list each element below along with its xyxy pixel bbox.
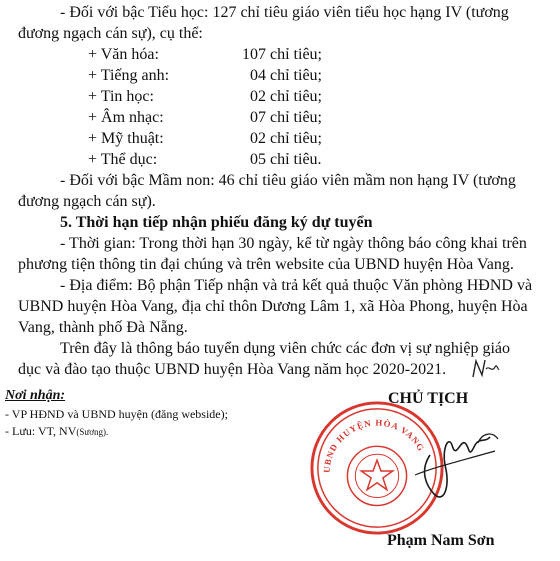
place-line-1: - Địa điểm: Bộ phận Tiếp nhận và trả kết quả thuộc Văn phòng HĐND và <box>60 277 533 294</box>
time-line-2: phương tiện thông tin đại chúng và trên website của UBND huyện Hòa Vang. <box>18 256 514 273</box>
subject-name: + Thể dục: <box>88 151 158 168</box>
primary-intro-line-2: đương ngạch cán sự), cụ thể: <box>18 25 203 42</box>
signer-title: CHỦ TỊCH <box>388 390 469 407</box>
handwritten-initials-icon <box>470 357 500 381</box>
primary-intro-line-1: - Đối với bậc Tiểu học: 127 chỉ tiêu giáo viên tiểu học hạng IV (tương <box>60 4 509 21</box>
signer-name: Phạm Nam Sơn <box>387 532 495 549</box>
recipients-title: Nơi nhận: <box>5 388 66 403</box>
recipient-item-text: - Lưu: VT, NV <box>5 424 77 438</box>
subject-name: + Tin học: <box>88 88 154 105</box>
place-line-3: Vang, thành phố Đà Nẵng. <box>18 319 188 336</box>
closing-line-2: dục và đào tạo thuộc UBND huyện Hòa Vang năm học 2020-2021. <box>18 361 447 378</box>
recipient-item-note: (Sương). <box>76 427 109 437</box>
preschool-line-1: - Đối với bậc Mầm non: 46 chỉ tiêu giáo viên mầm non hạng IV (tương <box>60 172 516 189</box>
subject-quota: 02 chỉ tiêu; <box>250 88 322 105</box>
subject-name: + Âm nhạc: <box>88 109 164 126</box>
section-5-heading: 5. Thời hạn tiếp nhận phiếu đăng ký dự tuyển <box>60 214 373 231</box>
subject-quota: 05 chỉ tiêu. <box>250 151 322 168</box>
time-line-1: - Thời gian: Trong thời hạn 30 ngày, kể từ ngày thông báo công khai trên <box>60 235 527 252</box>
place-line-2: UBND huyện Hòa Vang, địa chỉ thôn Dương Lâm 1, xã Hòa Phong, huyện Hòa <box>18 298 528 315</box>
closing-line-1: Trên đây là thông báo tuyển dụng viên chức các đơn vị sự nghiệp giáo <box>60 340 511 357</box>
subject-quota: 107 chỉ tiêu; <box>242 46 322 63</box>
subject-name: + Tiếng anh: <box>88 67 170 84</box>
subject-quota: 04 chỉ tiêu; <box>250 67 322 84</box>
preschool-line-2: đương ngạch cán sự). <box>18 193 156 210</box>
handwritten-signature-icon <box>390 415 505 510</box>
subject-quota: 07 chỉ tiêu; <box>250 109 322 126</box>
recipient-item: - VP HĐND và UBND huyện (đăng webside); <box>5 407 228 421</box>
subject-name: + Mỹ thuật: <box>88 130 164 147</box>
subject-quota: 02 chỉ tiêu; <box>250 130 322 147</box>
recipient-item <box>5 424 108 439</box>
seal-text: UBND HUYỆN HÒA VANG <box>321 417 427 474</box>
subject-name: + Văn hóa: <box>88 46 159 63</box>
